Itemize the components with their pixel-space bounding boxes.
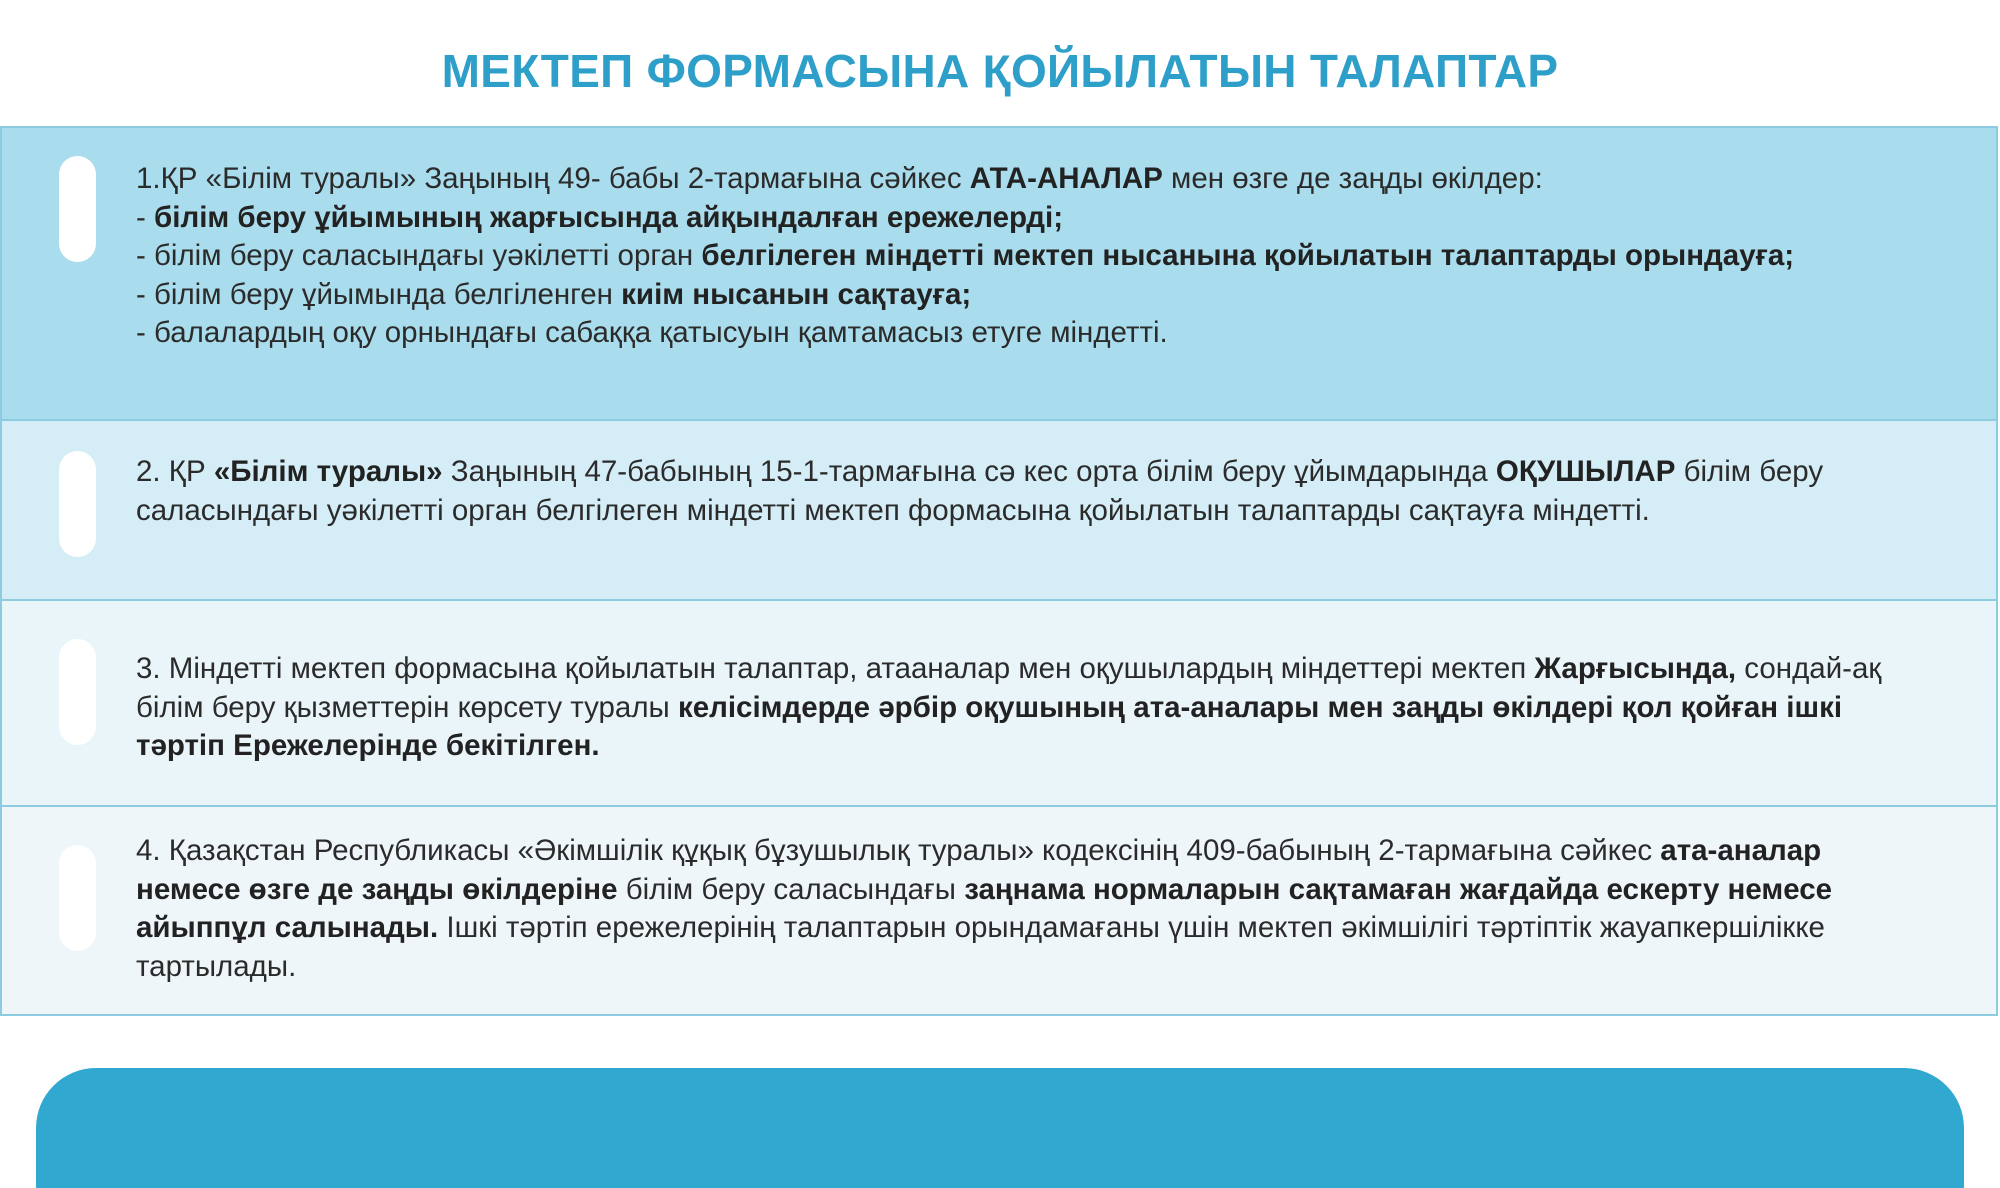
requirement-text-4: 4. Қазақстан Республикасы «Әкімшілік құқық бұзушылық туралы» кодексінің 409-бабының 2-тармағына сәйкес ата-аналар немесе өзге де заңды өкілдеріне білім беру саласындағы заңнама нормаларын сақтамаған жағдайда ескерту немесе айыппұл салынады. Ішкі тәртіп ережелерінің талаптарын орындамағаны үшін мектеп әкімшілігі тәртіптік жауапкершілікке тартылады. <box>136 834 1833 983</box>
block1-line-3: - білім беру саласындағы уәкілетті орган белгілеген міндетті мектеп нысанына қойылатын талаптарды орындауға; <box>136 239 1795 272</box>
requirement-text-1 <box>136 160 1916 353</box>
requirement-text-2: 2. ҚР «Білім туралы» Заңының 47-бабының 15-1-тармағына сә кес орта білім беру ұйымдарында ОҚУШЫЛАР білім беру саласындағы уәкілетті орган белгілеген міндетті мектеп формасына қойылатын талаптарды сақтауға міндетті. <box>136 455 1824 527</box>
block1-line-2: - білім беру ұйымының жарғысында айқындалған ережелерді; <box>136 200 1064 234</box>
page-title: МЕКТЕП ФОРМАСЫНА ҚОЙЫЛАТЫН ТАЛАПТАР <box>441 45 1559 97</box>
requirement-block-4 <box>0 805 1998 1016</box>
requirement-text-3: 3. Міндетті мектеп формасына қойылатын талаптар, атааналар мен оқушылардың міндеттері мектеп Жарғысында, сондай-ақ білім беру қызметтерін көрсету туралы келісімдерде әрбір оқушының ата-аналары мен заңды өкілдері қол қойған ішкі тәртіп Ережелерінде бекітілген. <box>136 652 1882 762</box>
requirement-block-1 <box>0 126 1998 421</box>
bullet-pill-decoration <box>59 639 96 745</box>
requirement-block-3 <box>0 599 1998 807</box>
block1-line-1: 1.ҚР «Білім туралы» Заңының 49- бабы 2-тармағына сәйкес АТА-АНАЛАР мен өзге де заңды өкілдер: <box>136 162 1543 195</box>
footer-decorative-bar <box>36 1068 1964 1188</box>
block1-line-5: - балалардың оқу орнындағы сабаққа қатысуын қамтамасыз етуге міндетті. <box>136 316 1168 349</box>
requirement-block-2 <box>0 419 1998 601</box>
bullet-pill-decoration <box>59 845 96 951</box>
bullet-pill-decoration <box>59 156 96 262</box>
block1-line-4: - білім беру ұйымында белгіленген киім нысанын сақтауға; <box>136 277 972 311</box>
bullet-pill-decoration <box>59 451 96 557</box>
